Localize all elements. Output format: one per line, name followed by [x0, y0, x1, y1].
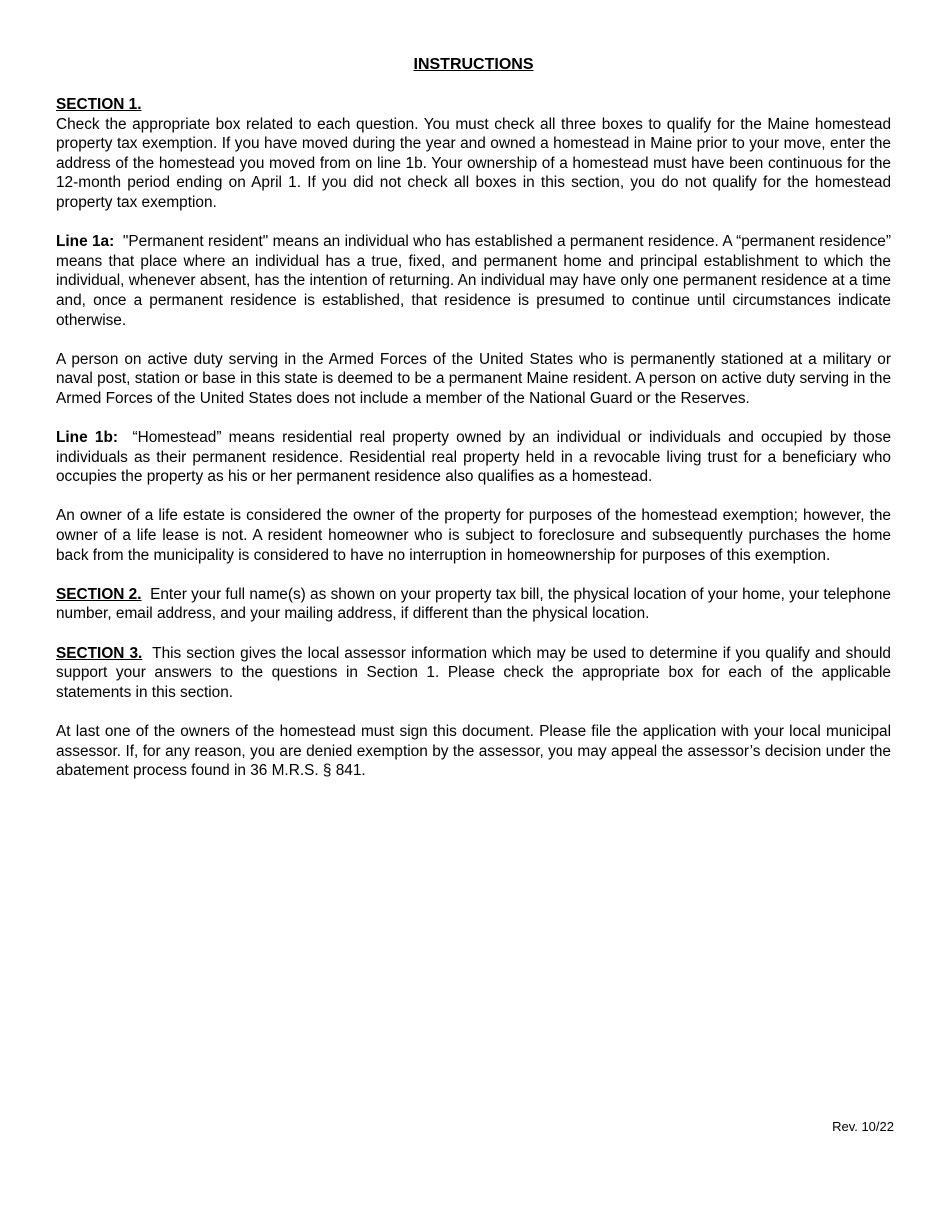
line-1a-paragraph	[56, 232, 891, 330]
instructions-body	[56, 95, 891, 800]
line-1b-text: “Homestead” means residential real property owned by an individual or individuals and occupied by those individuals as their permanent residence. Residential real property held in a revocable living trust for a beneficiary who occupies the property as his or her permanent residence also qualifies as a homestead.	[56, 429, 891, 486]
section-2-text: Enter your full name(s) as shown on your property tax bill, the physical location of your home, your telephone number, email address, and your mailing address, if different than the physical location.	[56, 585, 891, 623]
section-3-text: This section gives the local assessor information which may be used to determine if you qualify and should support your answers to the questions in Section 1. Please check the appropriate box for each of the applicable statements in this section.	[56, 644, 891, 701]
page-title: INSTRUCTIONS	[413, 56, 534, 73]
section-1-heading: SECTION 1.	[56, 96, 142, 113]
signing-paragraph	[56, 722, 891, 781]
line-1b-paragraph	[56, 428, 891, 487]
armed-forces-text: A person on active duty serving in the Armed Forces of the United States who is permanently stationed at a military or naval post, station or base in this state is deemed to be a permanent Maine resident. A person on active duty serving in the Armed Forces of the United States does not include a member of the National Guard or the Reserves.	[56, 350, 892, 407]
line-1a-text: "Permanent resident" means an individual who has established a permanent residence. A “permanent residence” means that place where an individual has a true, fixed, and permanent home and principal establishment to which the individual, whenever absent, has the intention of returning. An individual may have only one permanent residence at a time and, once a permanent residence is established, that residence is presumed to continue until circumstances indicate otherwise.	[56, 233, 891, 329]
section-3-paragraph	[56, 644, 891, 703]
life-estate-text: An owner of a life estate is considered the owner of the property for purposes of the homestead exemption; however, the owner of a life lease is not. A resident homeowner who is subject to foreclosure and subsequently purchases the home back from the municipality is considered to have no interruption in homeownership for purposes of this exemption.	[56, 507, 891, 564]
section-2-heading: SECTION 2.	[56, 585, 142, 603]
section-1-text: Check the appropriate box related to each question. You must check all three boxes to qualify for the Maine homestead property tax exemption. If you have moved during the year and owned a homestead in Maine prior to your move, enter the address of the homestead you moved from on line 1b. Your ownership of a homestead must have been continuous for the 12-month period ending on April 1. If you did not check all boxes in this section, you do not qualify for the homestead property tax exemption.	[56, 115, 891, 211]
line-1b-label: Line 1b:	[56, 429, 118, 447]
section-3-heading: SECTION 3.	[56, 644, 143, 662]
line-1a-label: Line 1a:	[56, 233, 115, 251]
revision-label: Rev. 10/22	[832, 1119, 894, 1134]
section-1-paragraph	[56, 95, 891, 213]
life-estate-paragraph	[56, 506, 891, 565]
section-2-paragraph	[56, 585, 891, 624]
signing-text: At last one of the owners of the homestead must sign this document. Please file the application with your local municipal assessor. If, for any reason, you are denied exemption by the assessor, you may appeal the assessor’s decision under the abatement process found in 36 M.R.S. § 841.	[56, 723, 891, 780]
armed-forces-paragraph	[56, 350, 891, 409]
